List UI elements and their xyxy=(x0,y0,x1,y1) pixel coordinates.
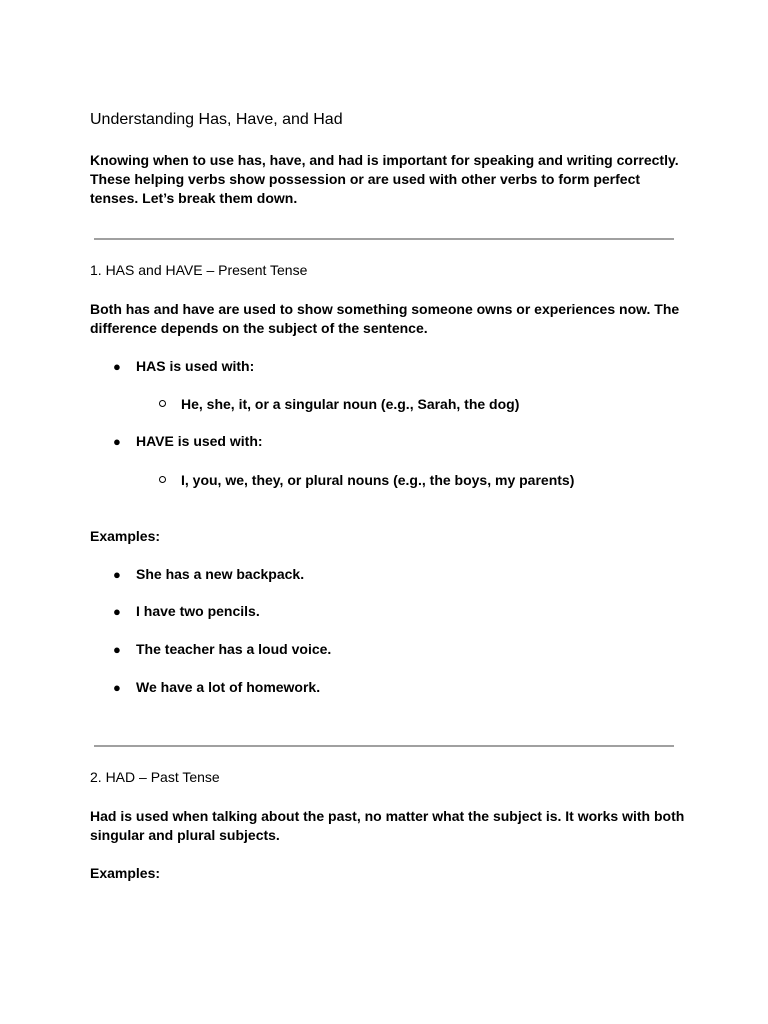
bullet-icon: ● xyxy=(113,680,121,695)
bullet-icon: ● xyxy=(113,359,121,374)
section-2-examples-label: Examples: xyxy=(90,865,161,881)
hollow-bullet-icon xyxy=(159,400,166,407)
intro-line-1: Knowing when to use has, have, and had is important for speaking and writing correctly. xyxy=(90,152,679,168)
section-2-heading: 2. HAD – Past Tense xyxy=(90,769,220,785)
hollow-bullet-icon xyxy=(159,476,166,483)
bullet-icon: ● xyxy=(113,604,121,619)
bullet-icon: ● xyxy=(113,434,121,449)
rule-have-label: HAVE is used with: xyxy=(136,433,263,449)
rule-has-label: HAS is used with: xyxy=(136,358,255,374)
rule-has-detail: He, she, it, or a singular noun (e.g., Sarah, the dog) xyxy=(181,396,520,412)
document-title: Understanding Has, Have, and Had xyxy=(90,111,343,128)
section-1-desc-line-2: difference depends on the subject of the sentence. xyxy=(90,320,428,336)
section-2-desc-line-1: Had is used when talking about the past, no matter what the subject is. It works with both xyxy=(90,808,685,824)
section-1-heading: 1. HAS and HAVE – Present Tense xyxy=(90,262,308,278)
intro-line-2: These helping verbs show possession or are used with other verbs to form perfect xyxy=(90,171,641,187)
bullet-icon: ● xyxy=(113,567,121,582)
section-1-desc-line-1: Both has and have are used to show something someone owns or experiences now. The xyxy=(90,301,680,317)
divider-1 xyxy=(94,238,674,240)
section-2-desc-line-2: singular and plural subjects. xyxy=(90,827,280,843)
example-item: She has a new backpack. xyxy=(136,566,305,582)
example-item: We have a lot of homework. xyxy=(136,679,321,695)
divider-2 xyxy=(94,745,674,747)
rule-have-detail: I, you, we, they, or plural nouns (e.g., the boys, my parents) xyxy=(181,472,575,488)
bullet-icon: ● xyxy=(113,642,121,657)
example-item: The teacher has a loud voice. xyxy=(136,641,332,657)
intro-line-3: tenses. Let’s break them down. xyxy=(90,190,298,206)
example-item: I have two pencils. xyxy=(136,603,260,619)
section-1-examples-label: Examples: xyxy=(90,528,161,544)
